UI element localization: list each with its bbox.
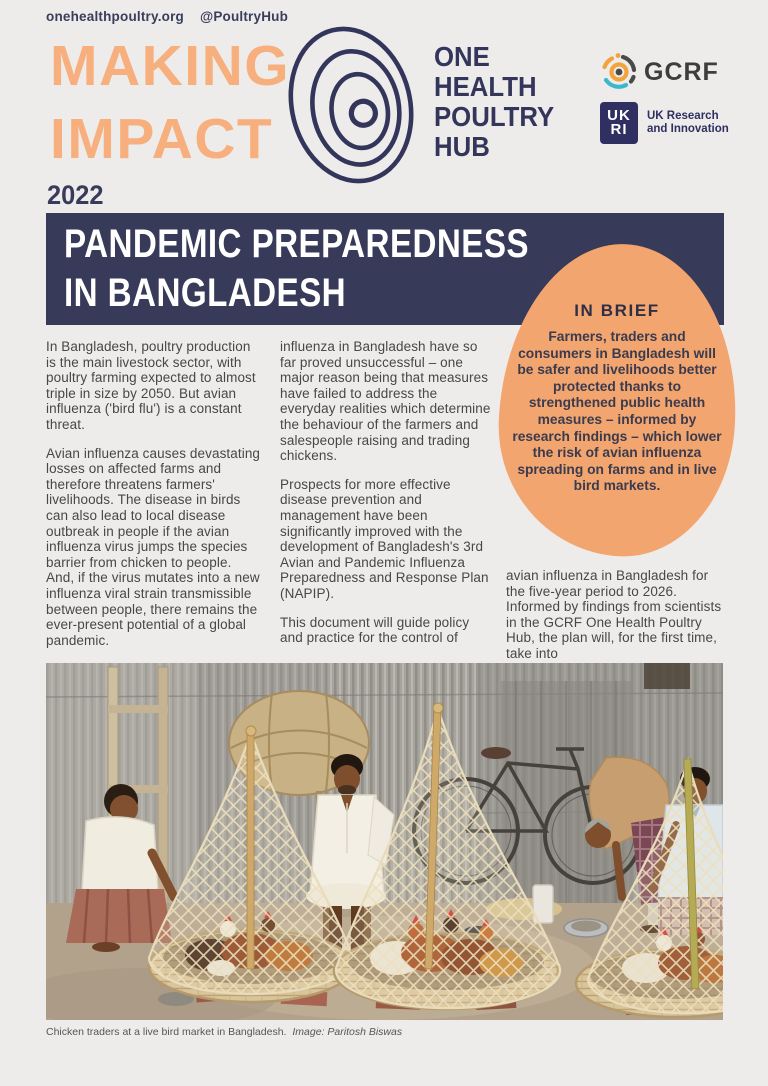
gcrf-icon (599, 52, 639, 92)
photo-caption (46, 1026, 402, 1038)
gcrf-logo (599, 52, 719, 92)
page-title-line1: PANDEMIC PREPAREDNESS (64, 222, 529, 266)
paragraph: In Bangladesh, poultry production is the main livestock sector, with poultry farming expected to almost triple in size by 2050. But avian influenza ('bird flu') is a constant threat. (46, 339, 256, 432)
paragraph: influenza in Bangladesh have so far proved unsuccessful – one major reason being that measures have failed to address the everyday realities which determine the behaviour of the farmers and salespeople raising and trading chickens. (280, 339, 491, 464)
hub-wordmark (434, 42, 554, 162)
masthead-line-1: MAKING (50, 34, 291, 98)
in-brief (512, 301, 722, 495)
caption-credit: Image: Paritosh Biswas (292, 1026, 403, 1038)
hub-egg-logo-icon (280, 20, 422, 195)
wordmark-line: POULTRY (434, 101, 555, 132)
ukri-acronym-bottom: RI (610, 121, 628, 138)
wordmark-line: HUB (434, 131, 490, 162)
paragraph: This document will guide policy and practice for the control of (280, 614, 470, 646)
ukri-text-line2: and Innovation (647, 123, 729, 135)
gcrf-label: GCRF (644, 57, 719, 86)
masthead-title (50, 30, 290, 176)
body-column-3 (506, 568, 724, 675)
masthead-line-2: IMPACT (50, 107, 274, 171)
in-brief-heading: IN BRIEF (574, 301, 660, 320)
market-photo (46, 663, 723, 1020)
in-brief-body: Farmers, traders and consumers in Bangladesh will be safer and livelihoods better protected thanks to strengthened public health measures – informed by research findings – which lower the risk of avian influenza spreading on farms and in live bird markets. (512, 329, 722, 494)
caption-text: Chicken traders at a live bird market in Bangladesh. (46, 1026, 287, 1038)
site-link[interactable]: onehealthpoultry.org (46, 9, 184, 24)
body-column-2 (280, 339, 492, 659)
twitter-handle-link[interactable]: @PoultryHub (199, 9, 289, 24)
page-title (64, 220, 529, 317)
paragraph: Prospects for more effective disease prevention and management have been significantly improved with the development of Bangladesh's 3rd Avian and Pandemic Influenza Preparedness and Response Plan (NAPIP). (280, 476, 489, 601)
body-column-1 (46, 339, 261, 690)
wordmark-line: HEALTH (434, 71, 537, 102)
wordmark-line: ONE (434, 41, 490, 72)
page-title-line2: IN BANGLADESH (64, 270, 347, 315)
ukri-icon (600, 102, 638, 144)
topbar (46, 9, 288, 24)
ukri-text (647, 110, 729, 137)
ukri-logo (600, 102, 729, 144)
ukri-text-line1: UK Research (647, 109, 719, 122)
paragraph: avian influenza in Bangladesh for the five-year period to 2026. Informed by findings from scientists in the GCRF One Health Poultry Hub, the plan will, for the first time, take into (506, 568, 722, 661)
issue-year: 2022 (47, 180, 104, 210)
paragraph: Avian influenza causes devastating losses on affected farms and therefore threatens farmers' livelihoods. The disease in birds can also lead to local disease outbreak in people if the avian influenza virus jumps the species barrier from chicken to people. And, if the virus mutates into a new influenza viral strain transmissible between people, there remains the ever-present potential of a global pandemic. (46, 445, 261, 648)
ukri-acronym-top: UK (607, 106, 631, 124)
